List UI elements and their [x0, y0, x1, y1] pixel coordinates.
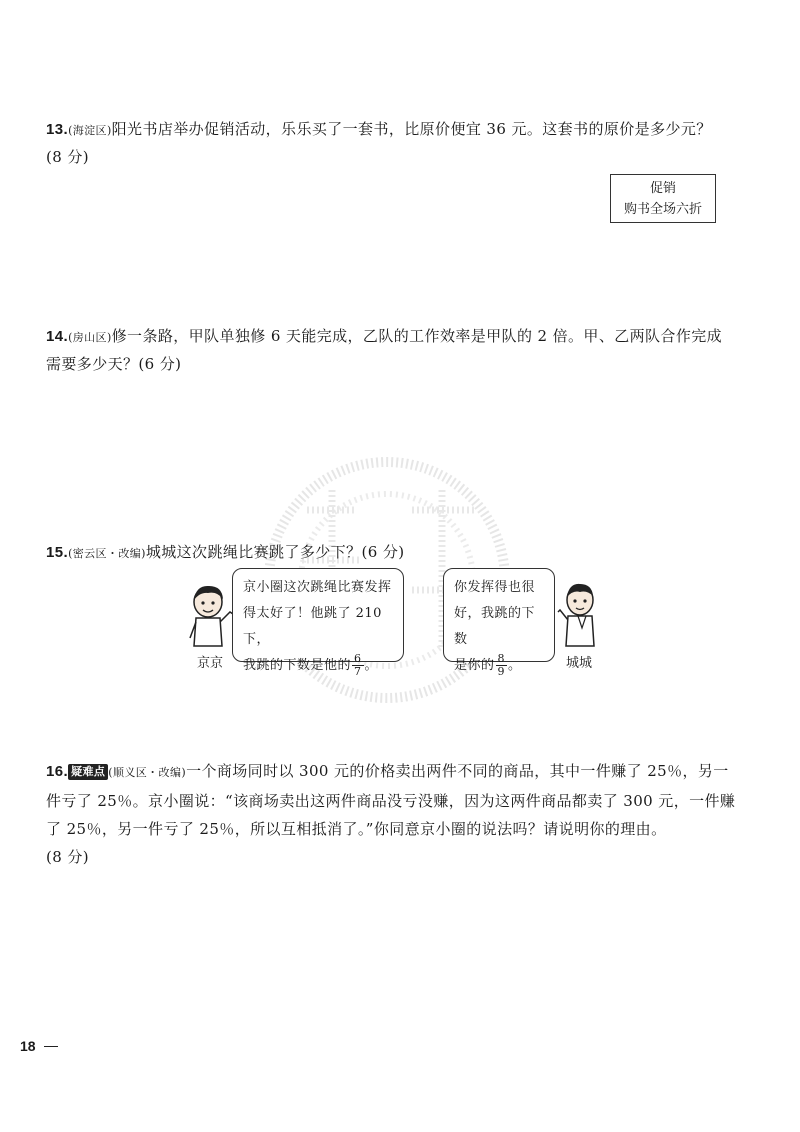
- speech-bubble-left: [232, 568, 404, 678]
- bubble-line: 你发挥得也很: [454, 580, 536, 595]
- bubble-line: [243, 653, 393, 679]
- page-number: 18: [20, 1038, 36, 1054]
- promo-title: 促销: [649, 181, 676, 196]
- question-16: [46, 757, 736, 871]
- fraction-numerator: 6: [354, 652, 362, 665]
- question-number: 14.: [46, 328, 69, 345]
- question-source: (密云区・改编): [68, 547, 146, 560]
- promo-detail: 购书全场六折: [623, 202, 702, 217]
- promo-sign: [610, 174, 716, 223]
- question-14: [46, 323, 736, 378]
- question-score: (8 分): [46, 848, 90, 866]
- bubble-line: 得太好了！他跳了 210 下，: [243, 606, 382, 647]
- question-text: 一个商场同时以 300 元的价格卖出两件不同的商品，其中一件赚了 25％，另一件亏了 25％。京小圈说：“该商场卖出这两件商品没亏没赚，因为这两件商品都卖了 300 元，一件赚了 25％，另一件亏了 25％，所以互相抵消了。”你同意京小圈的说法吗？请说明你的理由。: [46, 762, 736, 838]
- question-score: (8 分): [46, 148, 90, 166]
- fraction-six-sevenths: [352, 653, 364, 678]
- question-13: [46, 116, 736, 171]
- page-number-dash: [44, 1046, 58, 1047]
- question-text: 城城这次跳绳比赛跳了多少下？: [145, 543, 362, 561]
- bubble-line: 好，我跳的下数: [454, 606, 536, 647]
- question-number: 15.: [46, 544, 69, 561]
- speaker-name-left: 京京: [197, 656, 224, 671]
- question-number: 13.: [46, 121, 69, 138]
- question-number: 16.: [46, 763, 69, 780]
- speaker-name-right: 城城: [566, 656, 593, 671]
- bubble-end: 。: [508, 658, 522, 673]
- boy-chengcheng-illustration: [556, 580, 604, 650]
- bubble-text: 是你的: [454, 658, 495, 673]
- speech-bubble-right: [443, 568, 555, 678]
- fraction-denominator: 9: [497, 665, 506, 678]
- question-score: (6 分): [138, 355, 182, 373]
- bubble-line: [454, 653, 544, 679]
- question-text: 修一条路，甲队单独修 6 天能完成，乙队的工作效率是甲队的 2 倍。甲、乙两队合作完成需要多少天？: [46, 327, 723, 373]
- boy-jingjing-illustration: [184, 582, 236, 650]
- bubble-end: 。: [364, 658, 379, 673]
- question-source: (海淀区): [68, 124, 112, 137]
- difficulty-tag: 疑难点: [68, 764, 108, 780]
- fraction-denominator: 7: [354, 665, 362, 678]
- fraction-eight-ninths: [496, 653, 508, 678]
- bubble-line: 京小圈这次跳绳比赛发挥: [243, 580, 392, 595]
- question-source: (顺义区・改编): [108, 766, 187, 779]
- question-source: (房山区): [68, 331, 112, 344]
- fraction-numerator: 8: [497, 652, 506, 665]
- question-text: 阳光书店举办促销活动，乐乐买了一套书，比原价便宜 36 元。这套书的原价是多少元？: [111, 120, 712, 138]
- question-score: (6 分): [361, 543, 405, 561]
- question-15: [46, 539, 736, 567]
- bubble-text: 我跳的下数是他的: [243, 658, 352, 673]
